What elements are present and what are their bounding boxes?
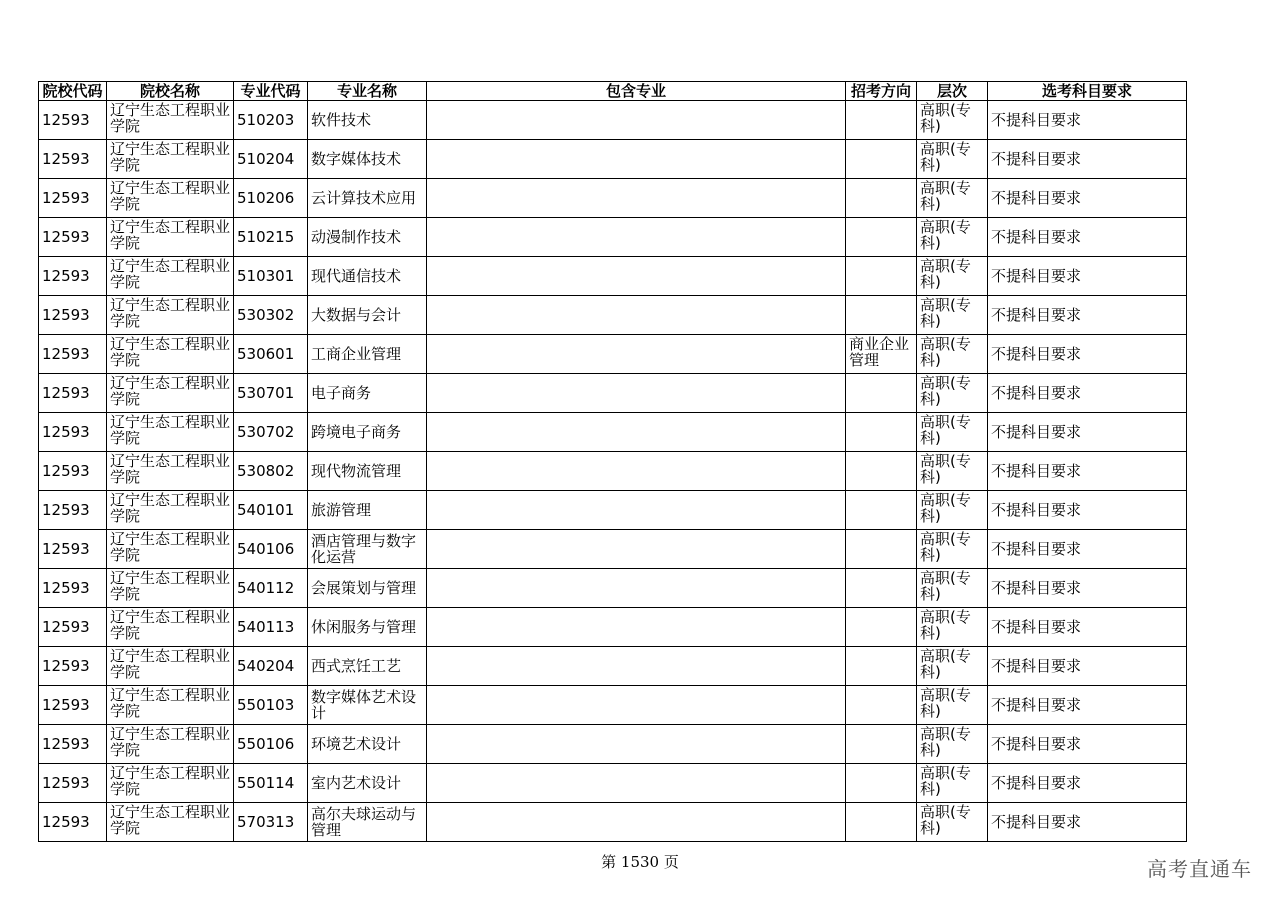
cell-direction — [846, 218, 917, 257]
cell-subject-requirement: 不提科目要求 — [988, 764, 1187, 803]
cell-major-code: 550114 — [234, 764, 308, 803]
cell-school-code: 12593 — [39, 101, 107, 140]
cell-level: 高职(专科) — [917, 374, 988, 413]
table-row — [39, 452, 1187, 491]
cell-subject-requirement: 不提科目要求 — [988, 608, 1187, 647]
cell-major-code: 540113 — [234, 608, 308, 647]
cell-major-name: 高尔夫球运动与管理 — [308, 803, 427, 842]
cell-school-code: 12593 — [39, 686, 107, 725]
table-row — [39, 296, 1187, 335]
cell-major-code: 510301 — [234, 257, 308, 296]
header-included-majors: 包含专业 — [427, 82, 846, 101]
cell-major-code: 570313 — [234, 803, 308, 842]
cell-major-code: 540101 — [234, 491, 308, 530]
cell-major-code: 530601 — [234, 335, 308, 374]
cell-direction — [846, 140, 917, 179]
cell-subject-requirement: 不提科目要求 — [988, 491, 1187, 530]
cell-included-majors — [427, 413, 846, 452]
cell-school-name: 辽宁生态工程职业学院 — [107, 413, 234, 452]
cell-included-majors — [427, 296, 846, 335]
cell-school-name: 辽宁生态工程职业学院 — [107, 101, 234, 140]
table-row — [39, 413, 1187, 452]
cell-subject-requirement: 不提科目要求 — [988, 140, 1187, 179]
cell-major-name: 酒店管理与数字化运营 — [308, 530, 427, 569]
cell-included-majors — [427, 764, 846, 803]
cell-school-name: 辽宁生态工程职业学院 — [107, 725, 234, 764]
cell-direction — [846, 569, 917, 608]
cell-major-code: 530702 — [234, 413, 308, 452]
cell-included-majors — [427, 140, 846, 179]
cell-school-name: 辽宁生态工程职业学院 — [107, 218, 234, 257]
cell-level: 高职(专科) — [917, 218, 988, 257]
cell-major-name: 休闲服务与管理 — [308, 608, 427, 647]
cell-school-code: 12593 — [39, 140, 107, 179]
cell-major-name: 旅游管理 — [308, 491, 427, 530]
cell-school-code: 12593 — [39, 530, 107, 569]
cell-major-name: 现代物流管理 — [308, 452, 427, 491]
cell-direction: 商业企业管理 — [846, 335, 917, 374]
cell-subject-requirement: 不提科目要求 — [988, 218, 1187, 257]
cell-major-code: 550106 — [234, 725, 308, 764]
cell-included-majors — [427, 179, 846, 218]
cell-school-name: 辽宁生态工程职业学院 — [107, 803, 234, 842]
table-row — [39, 530, 1187, 569]
cell-included-majors — [427, 569, 846, 608]
cell-direction — [846, 491, 917, 530]
cell-major-code: 530302 — [234, 296, 308, 335]
cell-level: 高职(专科) — [917, 101, 988, 140]
cell-included-majors — [427, 686, 846, 725]
cell-subject-requirement: 不提科目要求 — [988, 647, 1187, 686]
cell-direction — [846, 257, 917, 296]
cell-included-majors — [427, 452, 846, 491]
cell-level: 高职(专科) — [917, 647, 988, 686]
cell-direction — [846, 686, 917, 725]
cell-major-code: 510206 — [234, 179, 308, 218]
cell-subject-requirement: 不提科目要求 — [988, 179, 1187, 218]
cell-subject-requirement: 不提科目要求 — [988, 296, 1187, 335]
cell-school-name: 辽宁生态工程职业学院 — [107, 647, 234, 686]
cell-included-majors — [427, 491, 846, 530]
cell-school-name: 辽宁生态工程职业学院 — [107, 686, 234, 725]
cell-major-name: 环境艺术设计 — [308, 725, 427, 764]
cell-school-code: 12593 — [39, 725, 107, 764]
cell-direction — [846, 530, 917, 569]
table-row — [39, 491, 1187, 530]
cell-school-code: 12593 — [39, 803, 107, 842]
header-major-code: 专业代码 — [234, 82, 308, 101]
cell-school-name: 辽宁生态工程职业学院 — [107, 530, 234, 569]
cell-major-code: 540204 — [234, 647, 308, 686]
page-number: 第 1530 页 — [601, 853, 679, 871]
header-level: 层次 — [917, 82, 988, 101]
admission-table — [38, 81, 1187, 842]
cell-direction — [846, 803, 917, 842]
table-row — [39, 101, 1187, 140]
cell-level: 高职(专科) — [917, 491, 988, 530]
table-row — [39, 179, 1187, 218]
cell-school-code: 12593 — [39, 335, 107, 374]
cell-school-code: 12593 — [39, 296, 107, 335]
cell-school-name: 辽宁生态工程职业学院 — [107, 608, 234, 647]
cell-level: 高职(专科) — [917, 803, 988, 842]
table-body — [39, 101, 1187, 842]
cell-level: 高职(专科) — [917, 179, 988, 218]
cell-major-code: 510204 — [234, 140, 308, 179]
cell-subject-requirement: 不提科目要求 — [988, 686, 1187, 725]
cell-school-name: 辽宁生态工程职业学院 — [107, 569, 234, 608]
cell-included-majors — [427, 374, 846, 413]
cell-school-code: 12593 — [39, 647, 107, 686]
cell-included-majors — [427, 530, 846, 569]
cell-level: 高职(专科) — [917, 257, 988, 296]
cell-school-name: 辽宁生态工程职业学院 — [107, 374, 234, 413]
cell-school-name: 辽宁生态工程职业学院 — [107, 491, 234, 530]
cell-major-name: 大数据与会计 — [308, 296, 427, 335]
cell-major-name: 动漫制作技术 — [308, 218, 427, 257]
cell-school-code: 12593 — [39, 452, 107, 491]
table-row — [39, 335, 1187, 374]
table-row — [39, 374, 1187, 413]
cell-major-code: 540106 — [234, 530, 308, 569]
cell-major-name: 工商企业管理 — [308, 335, 427, 374]
cell-school-code: 12593 — [39, 764, 107, 803]
cell-level: 高职(专科) — [917, 413, 988, 452]
cell-major-code: 530701 — [234, 374, 308, 413]
cell-level: 高职(专科) — [917, 452, 988, 491]
cell-major-name: 现代通信技术 — [308, 257, 427, 296]
cell-school-code: 12593 — [39, 569, 107, 608]
cell-direction — [846, 179, 917, 218]
table-row — [39, 218, 1187, 257]
cell-school-code: 12593 — [39, 608, 107, 647]
table-row — [39, 569, 1187, 608]
cell-direction — [846, 452, 917, 491]
cell-major-name: 数字媒体技术 — [308, 140, 427, 179]
cell-direction — [846, 725, 917, 764]
cell-direction — [846, 764, 917, 803]
cell-subject-requirement: 不提科目要求 — [988, 452, 1187, 491]
cell-direction — [846, 413, 917, 452]
cell-level: 高职(专科) — [917, 608, 988, 647]
cell-school-name: 辽宁生态工程职业学院 — [107, 296, 234, 335]
cell-major-name: 西式烹饪工艺 — [308, 647, 427, 686]
cell-level: 高职(专科) — [917, 140, 988, 179]
cell-school-code: 12593 — [39, 218, 107, 257]
header-direction: 招考方向 — [846, 82, 917, 101]
cell-level: 高职(专科) — [917, 686, 988, 725]
cell-major-name: 电子商务 — [308, 374, 427, 413]
cell-subject-requirement: 不提科目要求 — [988, 101, 1187, 140]
cell-level: 高职(专科) — [917, 725, 988, 764]
cell-subject-requirement: 不提科目要求 — [988, 257, 1187, 296]
cell-major-code: 540112 — [234, 569, 308, 608]
cell-included-majors — [427, 218, 846, 257]
header-school-name: 院校名称 — [107, 82, 234, 101]
cell-subject-requirement: 不提科目要求 — [988, 335, 1187, 374]
cell-major-name: 数字媒体艺术设计 — [308, 686, 427, 725]
table-row — [39, 647, 1187, 686]
cell-school-name: 辽宁生态工程职业学院 — [107, 452, 234, 491]
cell-level: 高职(专科) — [917, 569, 988, 608]
watermark: 高考直通车 — [1147, 857, 1252, 881]
cell-school-name: 辽宁生态工程职业学院 — [107, 257, 234, 296]
cell-school-code: 12593 — [39, 491, 107, 530]
cell-major-code: 550103 — [234, 686, 308, 725]
cell-subject-requirement: 不提科目要求 — [988, 413, 1187, 452]
cell-major-name: 会展策划与管理 — [308, 569, 427, 608]
table-row — [39, 764, 1187, 803]
cell-direction — [846, 608, 917, 647]
table-row — [39, 257, 1187, 296]
cell-direction — [846, 647, 917, 686]
cell-subject-requirement: 不提科目要求 — [988, 374, 1187, 413]
cell-level: 高职(专科) — [917, 530, 988, 569]
table-row — [39, 803, 1187, 842]
cell-level: 高职(专科) — [917, 764, 988, 803]
cell-school-name: 辽宁生态工程职业学院 — [107, 764, 234, 803]
cell-direction — [846, 101, 917, 140]
cell-subject-requirement: 不提科目要求 — [988, 725, 1187, 764]
table-header-row — [39, 82, 1187, 101]
cell-school-code: 12593 — [39, 374, 107, 413]
cell-included-majors — [427, 608, 846, 647]
cell-level: 高职(专科) — [917, 296, 988, 335]
header-major-name: 专业名称 — [308, 82, 427, 101]
table-row — [39, 140, 1187, 179]
cell-included-majors — [427, 725, 846, 764]
cell-level: 高职(专科) — [917, 335, 988, 374]
cell-school-name: 辽宁生态工程职业学院 — [107, 179, 234, 218]
table-row — [39, 608, 1187, 647]
cell-major-name: 软件技术 — [308, 101, 427, 140]
cell-school-name: 辽宁生态工程职业学院 — [107, 140, 234, 179]
cell-direction — [846, 296, 917, 335]
table-row — [39, 686, 1187, 725]
cell-included-majors — [427, 101, 846, 140]
cell-major-name: 云计算技术应用 — [308, 179, 427, 218]
cell-school-code: 12593 — [39, 257, 107, 296]
header-subject-requirement: 选考科目要求 — [988, 82, 1187, 101]
cell-major-name: 跨境电子商务 — [308, 413, 427, 452]
cell-school-code: 12593 — [39, 413, 107, 452]
cell-subject-requirement: 不提科目要求 — [988, 803, 1187, 842]
cell-direction — [846, 374, 917, 413]
cell-included-majors — [427, 257, 846, 296]
cell-included-majors — [427, 647, 846, 686]
cell-subject-requirement: 不提科目要求 — [988, 569, 1187, 608]
cell-major-code: 530802 — [234, 452, 308, 491]
cell-major-name: 室内艺术设计 — [308, 764, 427, 803]
cell-subject-requirement: 不提科目要求 — [988, 530, 1187, 569]
cell-school-name: 辽宁生态工程职业学院 — [107, 335, 234, 374]
table-row — [39, 725, 1187, 764]
cell-major-code: 510203 — [234, 101, 308, 140]
cell-included-majors — [427, 803, 846, 842]
cell-major-code: 510215 — [234, 218, 308, 257]
cell-school-code: 12593 — [39, 179, 107, 218]
header-school-code: 院校代码 — [39, 82, 107, 101]
cell-included-majors — [427, 335, 846, 374]
